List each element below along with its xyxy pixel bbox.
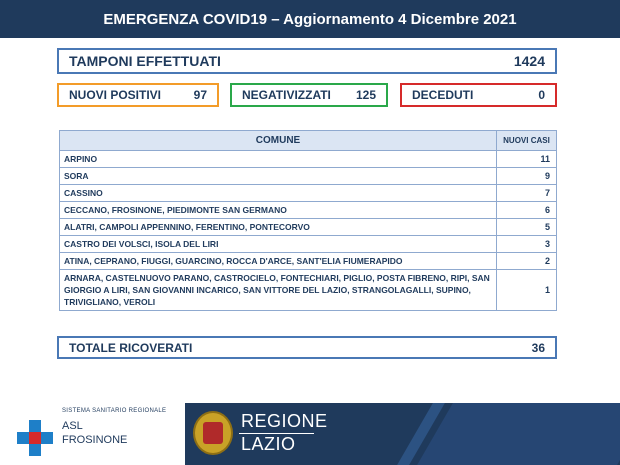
comune-cell: CASSINO	[60, 185, 497, 202]
lazio-label: LAZIO	[241, 434, 296, 454]
column-header-comune: COMUNE	[60, 131, 497, 151]
tamponi-label: TAMPONI EFFETTUATI	[69, 53, 221, 69]
table-row	[60, 185, 557, 202]
casi-cell: 11	[497, 151, 557, 168]
comune-cell: SORA	[60, 168, 497, 185]
positivi-label: NUOVI POSITIVI	[69, 88, 162, 102]
comune-cell: ALATRI, CAMPOLI APPENNINO, FERENTINO, PONTECORVO	[60, 219, 497, 236]
tamponi-value: 1424	[513, 53, 545, 69]
deceduti-box	[400, 83, 557, 107]
column-header-casi: NUOVI CASI	[497, 131, 557, 151]
table-row	[60, 270, 557, 311]
table-row	[60, 219, 557, 236]
negativizzati-value: 125	[355, 88, 376, 102]
casi-cell: 3	[497, 236, 557, 253]
deceduti-label: DECEDUTI	[412, 88, 474, 102]
comune-cell: ARPINO	[60, 151, 497, 168]
negativizzati-box	[230, 83, 388, 107]
regione-label: REGIONE	[241, 411, 328, 431]
ricoverati-box	[57, 336, 557, 359]
tamponi-box	[57, 48, 557, 74]
table-row	[60, 151, 557, 168]
comune-cell: CASTRO DEI VOLSCI, ISOLA DEL LIRI	[60, 236, 497, 253]
comune-cell: CECCANO, FROSINONE, PIEDIMONTE SAN GERMANO	[60, 202, 497, 219]
page-header	[0, 0, 620, 38]
table-row	[60, 168, 557, 185]
asl-frosinone-label: FROSINONE	[62, 434, 128, 446]
table-row	[60, 202, 557, 219]
page-title: EMERGENZA COVID19 – Aggiornamento 4 Dicembre 2021	[103, 10, 517, 28]
negativizzati-label: NEGATIVIZZATI	[242, 88, 331, 102]
casi-cell: 2	[497, 253, 557, 270]
comune-cell: ATINA, CEPRANO, FIUGGI, GUARCINO, ROCCA D'ARCE, SANT'ELIA FIUMERAPIDO	[60, 253, 497, 270]
table-header-row	[60, 131, 557, 151]
asl-label: ASL	[62, 420, 83, 432]
comune-cell: ARNARA, CASTELNUOVO PARANO, CASTROCIELO, FONTECHIARI, PIGLIO, POSTA FIBRENO, RIPI, SAN GIORGIO A LIRI, SAN GIOVANNI INCARICO, SAN VITTORE DEL LAZIO, STRANGOLAGALLI, SUPINO, TRIVIGLIANO, VEROLI	[60, 270, 497, 311]
comuni-table	[59, 130, 557, 311]
ricoverati-label: TOTALE RICOVERATI	[69, 340, 193, 355]
casi-cell: 1	[497, 270, 557, 311]
casi-cell: 9	[497, 168, 557, 185]
casi-cell: 6	[497, 202, 557, 219]
casi-cell: 7	[497, 185, 557, 202]
asl-logo	[15, 406, 195, 461]
deceduti-value: 0	[538, 88, 545, 102]
casi-cell: 5	[497, 219, 557, 236]
ricoverati-value: 36	[531, 340, 545, 355]
positivi-box	[57, 83, 219, 107]
table-row	[60, 253, 557, 270]
ssr-label: SISTEMA SANITARIO REGIONALE	[62, 408, 167, 414]
regione-lazio-banner	[185, 403, 620, 465]
positivi-value: 97	[193, 88, 207, 102]
health-cross-icon	[17, 420, 53, 456]
regione-emblem-icon	[193, 411, 233, 455]
table-row	[60, 236, 557, 253]
